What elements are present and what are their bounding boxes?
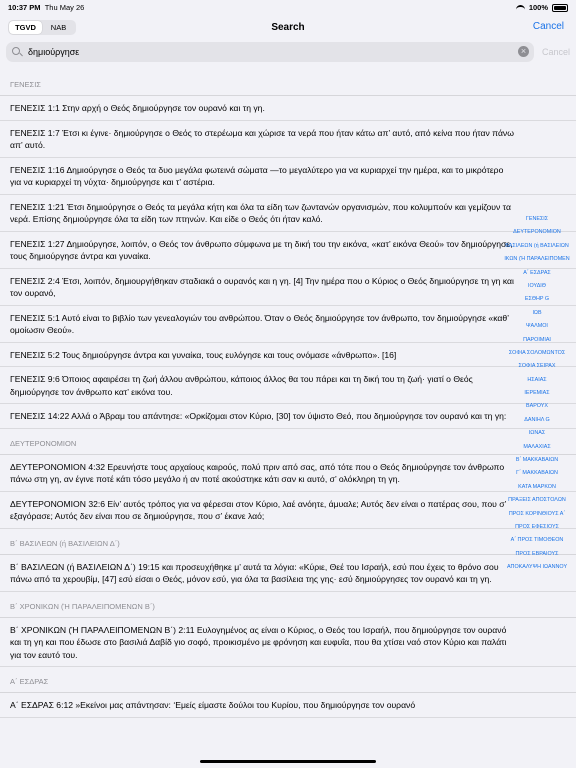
search-input[interactable] [6,42,534,62]
index-item[interactable]: ΒΑΡΟΥΧ [526,403,548,410]
index-item[interactable]: ΠΡΟΣ ΕΒΡΑΙΟΥΣ [515,550,559,557]
clear-icon[interactable]: × [518,46,529,57]
battery-percent: 100% [528,3,548,12]
result-row[interactable]: ΓΕΝΕΣΙΣ 5:1 Αυτό είναι το βιβλίο των γενεαλογιών του ανθρώπου. Όταν ο Θεός δημιούργησε τον άνθρωπο, τον δημιούργησε «καθ’ ομοίωσιν Θεού». [0,306,576,343]
result-row[interactable]: Α΄ ΕΣΔΡΑΣ 6:12 »Εκείνοι μας απάντησαν: ‘Εμείς είμαστε δούλοι του Κυρίου, που δημιούργησε τον ουρανό [0,693,576,718]
result-row[interactable]: ΓΕΝΕΣΙΣ 2:4 Έτσι, λοιπόν, δημιουργήθηκαν σταδιακά ο ουρανός και η γη. [4] Την ημέρα που ο Κύριος ο Θεός δημιούργησε τη γη και τον ουρανό, [0,269,576,306]
index-item[interactable]: ΨΑΛΜΟΙ [526,323,548,330]
index-item[interactable]: ΠΡΟΣ ΚΟΡΙΝΘΙΟΥΣ Α΄ [508,510,566,517]
index-item[interactable]: ΔΕΥΤΕΡΟΝΟΜΙΟΝ [513,229,561,236]
battery-icon [552,4,568,12]
status-bar [0,0,576,14]
home-indicator [200,760,376,763]
results-list[interactable] [0,70,576,768]
result-row[interactable]: ΓΕΝΕΣΙΣ 1:1 Στην αρχή ο Θεός δημιούργησε τον ουρανό και τη γη. [0,96,576,121]
result-row[interactable]: ΓΕΝΕΣΙΣ 5:2 Τους δημιούργησε άντρα και γυναίκα, τους ευλόγησε και τους ονόμασε «άνθρωπο». [16] [0,343,576,368]
nav-bar [0,14,576,40]
index-item[interactable]: ΙΟΥΔΙΘ [527,282,546,289]
section-index[interactable] [498,213,576,575]
index-item[interactable]: ΑΠΟΚΑΛΥΨΗ ΙΩΑΝΝΟΥ [506,564,568,571]
result-row[interactable]: ΓΕΝΕΣΙΣ 1:27 Δημιούργησε, λοιπόν, ο Θεός τον άνθρωπο σύμφωνα με τη δική του την εικόνα, «κατ’ εικόνα Θεού» τον δημιούργησε, τους δημιούργησε άντρα και γυναίκα. [0,232,576,269]
result-row[interactable]: Β΄ ΧΡΟΝΙΚΩΝ (Ή ΠΑΡΑΛΕΙΠΟΜΕΝΩΝ Β΄) 2:11 Ευλογημένος ας είναι ο Κύριος, ο Θεός του Ισραήλ, που δημιούργησε τον ουρανό και τη γη και που έδωσε στο βασιλιά Δαβίδ γιο σοφό, προικισμένο με φρόνηση και ευφυΐα, που θα χτίσει ναό στον Κύριο και παλάτι για τον εαυτό του. [0,618,576,668]
result-row[interactable]: ΓΕΝΕΣΙΣ 1:7 Έτσι κι έγινε· δημιούργησε ο Θεός το στερέωμα και χώρισε τα νερά που ήταν κάτω απ’ αυτό, από κείνα που ήταν πάνω απ’ αυτό. [0,121,576,158]
index-item[interactable]: Α΄ ΕΣΔΡΑΣ [523,269,551,276]
index-item[interactable]: ΚΑΤΑ ΜΑΡΚΟΝ [518,483,556,490]
index-item[interactable]: ΠΑΡΟΙΜΙΑΙ [523,336,551,343]
result-row[interactable]: Β΄ ΒΑΣΙΛΕΩΝ (ή ΒΑΣΙΛΕΙΩΝ Δ΄) 19:15 και προσευχήθηκε μ’ αυτά τα λόγια: «Κύριε, Θεέ του Ισραήλ, εσύ που έχεις το θρόνο σου πάνω από τα χερουβίμ, [47] εσύ είσαι ο Θεός, μόνον εσύ, για όλα τα βασίλεια της γης· εσύ δημιούργησες τον ουρανό και τη γη. [0,555,576,592]
search-icon [12,47,20,55]
section-header: Α΄ ΕΣΔΡΑΣ [0,667,576,693]
result-row[interactable]: ΔΕΥΤΕΡΟΝΟΜΙΟΝ 32:6 Είν’ αυτός τρόπος για να φέρεσαι στον Κύριο, λαέ ανόητε, άμυαλε; Αυτός δεν είναι ο πατέρας σου, που σ’ εξαγόρασε; Αυτός δεν είναι που σε δημιούργησε, που σ’ έκανε λαό; [0,492,576,529]
index-item[interactable]: ΗΣΑΙΑΣ [527,376,547,383]
index-item[interactable]: ΜΑΛΑΧΙΑΣ [523,443,551,450]
index-item[interactable]: Β΄ ΜΑΚΚΑΒΑΙΩΝ [515,457,559,464]
result-row[interactable]: ΔΕΥΤΕΡΟΝΟΜΙΟΝ 4:32 Ερευνήστε τους αρχαίους καιρούς, πολύ πριν από σας, από τότε που ο Θεός δημιούργησε τον άνθρωπο πάνω στη γη, αν έγινε ποτέ κάτι τόσο μεγάλο ή αν ποτέ ακούστηκε κάτι σαν κι αυτό, σ’ ολόκληρη τη γη. [0,455,576,492]
page-title: Search [271,22,305,33]
search-cancel-button[interactable]: Cancel [541,47,570,57]
segment-tgvd[interactable]: TGVD [9,21,42,34]
index-item[interactable]: Α΄ ΠΡΟΣ ΤΙΜΟΘΕΟΝ [510,537,564,544]
index-item[interactable]: Γ΄ ΜΑΚΚΑΒΑΙΩΝ [516,470,558,477]
search-query: δημιούργησε [28,47,80,57]
section-header: Β΄ ΒΑΣΙΛΕΩΝ (ή ΒΑΣΙΛΕΙΩΝ Δ΄) [0,529,576,555]
status-date: Thu May 26 [44,3,85,12]
index-item[interactable]: ΕΣΘΗΡ G [524,296,550,303]
index-item[interactable]: ΣΟΦΙΑ ΣΟΛΟΜΩΝΤΟΣ [508,349,566,356]
index-item[interactable]: ΒΑΣΙΛΕΩΝ (ή ΒΑΣΙΛΕΙΩΝ [505,242,569,249]
wifi-icon [516,5,525,11]
cancel-button[interactable]: Cancel [532,21,564,32]
index-item[interactable]: ΙΚΩΝ (Ή ΠΑΡΑΛΕΙΠΟΜΕΝ [504,256,570,263]
index-item[interactable]: ΓΕΝΕΣΙΣ [525,216,549,222]
index-item[interactable]: ΙΩΝΑΣ [528,430,546,437]
index-item[interactable]: ΔΑΝΙΗΛ G [524,416,550,423]
index-item[interactable]: ΠΡΑΞΕΙΣ ΑΠΟΣΤΟΛΩΝ [508,497,566,504]
index-item[interactable]: ΠΡΟΣ ΕΦΕΣΙΟΥΣ [515,523,559,530]
index-item[interactable]: ΙΩΒ [532,309,542,316]
result-row[interactable]: ΓΕΝΕΣΙΣ 9:6 Όποιος αφαιρέσει τη ζωή άλλου ανθρώπου, κάποιος άλλος θα του πάρει και τη δική του τη ζωή· γιατί ο Θεός δημιούργησε τον άνθρωπο κατ’ εικόνα του. [0,367,576,404]
result-row[interactable]: ΓΕΝΕΣΙΣ 1:21 Έτσι δημιούργησε ο Θεός τα μεγάλα κήτη και όλα τα είδη των ζωντανών οργανισμών, που κολυμπούν και γεμίζουν τα νερά. Επίσης δημιούργησε όλα τα είδη των πτηνών. Και είδε ο Θεός ότι ήταν καλό. [0,195,576,232]
index-item[interactable]: ΣΟΦΙΑ ΣΕΙΡΑΧ [518,363,556,370]
result-row[interactable]: ΓΕΝΕΣΙΣ 1:16 Δημιούργησε ο Θεός τα δυο μεγάλα φωτεινά σώματα —το μεγαλύτερο για να κυριαρχεί την ημέρα, και το μικρότερο για να κυριαρχεί τη νύχτα· δημιούργησε και τ’ αστέρια. [0,158,576,195]
segment-nab[interactable]: NAB [50,23,67,32]
result-row[interactable]: ΓΕΝΕΣΙΣ 14:22 Αλλά ο Άβραμ του απάντησε: «Ορκίζομαι στον Κύριο, [30] τον ύψιστο Θεό, που δημιούργησε τον ουρανό και τη γη: [0,404,576,429]
status-time: 10:37 PM [8,3,41,12]
section-header: ΓΕΝΕΣΙΣ [0,70,576,96]
section-header: ΔΕΥΤΕΡΟΝΟΜΙΟΝ [0,429,576,455]
index-item[interactable]: ΙΕΡΕΜΙΑΣ [524,390,550,397]
section-header: Β΄ ΧΡΟΝΙΚΩΝ (Ή ΠΑΡΑΛΕΙΠΟΜΕΝΩΝ Β΄) [0,592,576,618]
